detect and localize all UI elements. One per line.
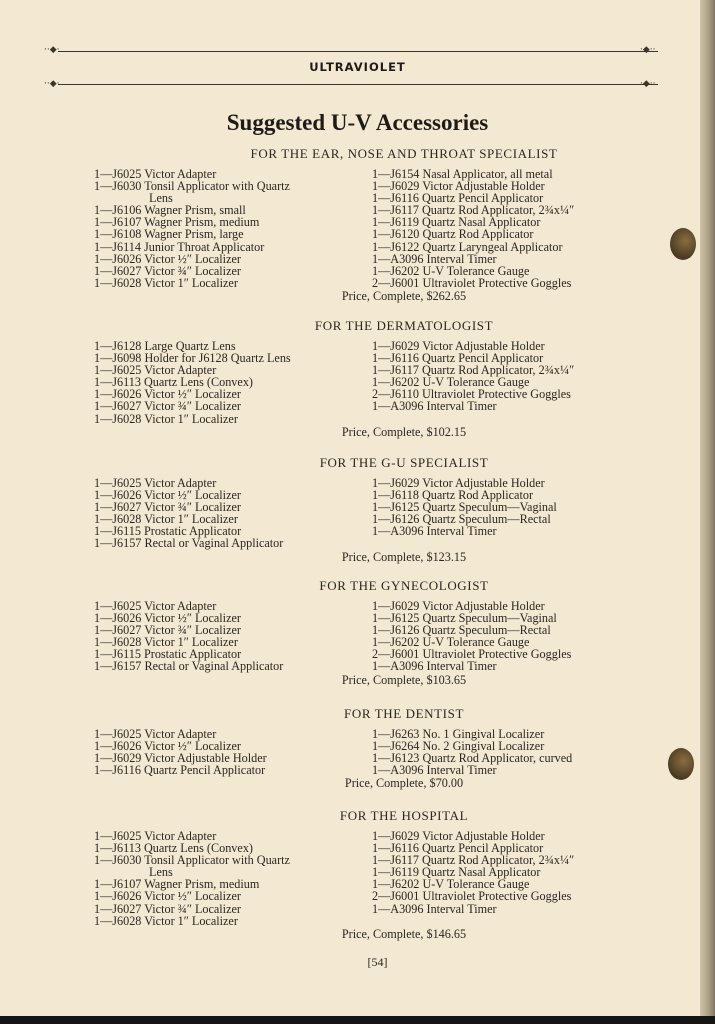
price-complete: Price, Complete, $70.00 [344,776,464,791]
item-column-right [372,830,634,927]
item-column-left [94,600,372,673]
price-complete: Price, Complete, $123.15 [341,549,467,564]
list-item: 1—J6026 Victor ½″ Localizer [94,611,241,626]
list-item: 1—J6025 Victor Adapter [94,727,217,741]
list-item: 1—J6029 Victor Adjustable Holder [372,179,545,194]
list-item: 1—J6202 U-V Tolerance Gauge [372,375,530,390]
section-heading: FOR THE DENTIST [344,706,464,721]
list-item: 1—J6117 Quartz Rod Applicator, 2¾x¼″ [372,203,575,218]
list-item: 1—J6126 Quartz Speculum—Rectal [372,512,551,527]
list-item: 1—J6115 Prostatic Applicator [94,647,242,662]
list-item: 1—A3096 Interval Timer [372,659,497,674]
header-rule-top [58,51,658,52]
list-item: 1—J6027 Victor ¾″ Localizer [94,901,241,916]
list-item: 1—J6113 Quartz Lens (Convex) [94,841,253,856]
item-column-left [94,168,372,289]
item-column-left [94,340,372,425]
list-item: 1—J6116 Quartz Pencil Applicator [94,763,266,778]
item-columns [94,477,634,550]
list-item: 1—J6106 Wagner Prism, small [94,203,246,218]
list-item: 1—A3096 Interval Timer [372,524,497,539]
section-ent-specialist [94,146,634,303]
section-heading: FOR THE EAR, NOSE AND THROAT SPECIALIST [250,146,558,161]
list-item: 1—J6263 No. 1 Gingival Localizer [372,727,545,741]
running-header: ULTRAVIOLET [309,60,406,74]
rule-ornament-left: ··◆· [44,45,60,55]
list-item: 1—A3096 Interval Timer [372,901,497,916]
rule-ornament-left: ··◆· [44,79,60,89]
page-number: [54] [367,955,388,969]
section-heading: FOR THE G-U SPECIALIST [319,455,489,470]
list-item: 1—J6125 Quartz Speculum—Vaginal [372,500,557,515]
binding-hole-bottom [668,748,694,780]
list-item: 1—J6029 Victor Adjustable Holder [372,339,545,353]
list-item: 1—J6116 Quartz Pencil Applicator [372,191,544,206]
list-item: 1—J6028 Victor 1″ Localizer [94,512,238,527]
list-item: 1—J6123 Quartz Rod Applicator, curved [372,751,573,766]
list-item: 1—J6026 Victor ½″ Localizer [94,739,241,754]
list-item: 1—J6154 Nasal Applicator, all metal [372,167,553,181]
list-item: 1—A3096 Interval Timer [372,763,497,778]
list-item: 1—J6107 Wagner Prism, medium [94,877,260,892]
list-item: 2—J6001 Ultraviolet Protective Goggles [372,275,572,290]
list-item: 1—J6028 Victor 1″ Localizer [94,913,238,928]
item-columns [94,340,634,425]
section-heading: FOR THE DERMATOLOGIST [314,318,494,333]
list-item: 1—J6027 Victor ¾″ Localizer [94,399,241,414]
rule-ornament-right: ·◆·· [640,45,656,55]
list-item: 1—J6122 Quartz Laryngeal Applicator [372,239,563,254]
price-complete: Price, Complete, $103.65 [341,672,467,687]
item-column-right [372,340,634,425]
list-item: 1—J6029 Victor Adjustable Holder [372,829,545,843]
section-heading: FOR THE HOSPITAL [339,808,469,823]
list-item: Lens [149,191,173,206]
list-item: 1—J6125 Quartz Speculum—Vaginal [372,611,557,626]
list-item: 1—J6026 Victor ½″ Localizer [94,889,241,904]
item-columns [94,600,634,673]
list-item: 1—J6029 Victor Adjustable Holder [372,476,545,490]
list-item: 1—J6113 Quartz Lens (Convex) [94,375,253,390]
list-item: 1—J6114 Junior Throat Applicator [94,239,265,254]
list-item: 1—J6028 Victor 1″ Localizer [94,411,238,426]
list-item: 1—J6118 Quartz Rod Applicator [372,488,534,503]
section-gu-specialist [94,455,634,564]
list-item: 2—J6110 Ultraviolet Protective Goggles [372,387,571,402]
list-item: 1—J6026 Victor ½″ Localizer [94,251,241,266]
price-complete: Price, Complete, $102.15 [341,424,467,439]
item-columns [94,830,634,927]
list-item: 1—J6030 Tonsil Applicator with Quartz [94,853,290,868]
list-item: 1—J6116 Quartz Pencil Applicator [372,841,544,856]
list-item: 1—J6157 Rectal or Vaginal Applicator [94,659,284,674]
item-column-right [372,600,634,673]
list-item: 2—J6001 Ultraviolet Protective Goggles [372,647,572,662]
list-item: 1—J6202 U-V Tolerance Gauge [372,635,530,650]
list-item: 1—J6126 Quartz Speculum—Rectal [372,623,551,638]
binding-hole-top [670,228,696,260]
list-item: 1—J6098 Holder for J6128 Quartz Lens [94,351,291,366]
list-item: 1—J6027 Victor ¾″ Localizer [94,500,241,515]
list-item: 1—J6027 Victor ¾″ Localizer [94,623,241,638]
list-item: 1—J6119 Quartz Nasal Applicator [372,865,541,880]
item-columns [94,168,634,289]
list-item: 1—J6025 Victor Adapter [94,829,217,843]
list-item: 1—J6117 Quartz Rod Applicator, 2¾x¼″ [372,363,575,378]
list-item: 1—J6025 Victor Adapter [94,599,217,613]
list-item: 1—J6116 Quartz Pencil Applicator [372,351,544,366]
list-item: 1—J6108 Wagner Prism, large [94,227,244,242]
item-column-right [372,728,634,776]
list-item: 1—J6264 No. 2 Gingival Localizer [372,739,545,754]
list-item: 1—J6120 Quartz Rod Applicator [372,227,534,242]
list-item: 1—J6025 Victor Adapter [94,476,217,490]
list-item: 1—A3096 Interval Timer [372,399,497,414]
list-item: 1—J6029 Victor Adjustable Holder [94,751,267,766]
list-item: 1—J6026 Victor ½″ Localizer [94,488,241,503]
list-item: 1—J6025 Victor Adapter [94,363,217,378]
section-heading: FOR THE GYNECOLOGIST [319,578,489,593]
list-item: 1—J6202 U-V Tolerance Gauge [372,877,530,892]
item-column-left [94,830,372,927]
list-item: 1—J6028 Victor 1″ Localizer [94,635,238,650]
item-column-left [94,728,372,776]
list-item: 1—J6202 U-V Tolerance Gauge [372,263,530,278]
scan-bottom-edge [0,1016,715,1024]
list-item: 1—J6027 Victor ¾″ Localizer [94,263,241,278]
page-binding-edge [700,0,715,1024]
price-complete: Price, Complete, $262.65 [341,288,467,303]
list-item: Lens [149,865,173,880]
page-title: Suggested U-V Accessories [226,110,489,135]
list-item: 1—J6029 Victor Adjustable Holder [372,599,545,613]
section-hospital [94,808,634,941]
list-item: 1—J6117 Quartz Rod Applicator, 2¾x¼″ [372,853,575,868]
header-rule-bottom [58,84,658,85]
list-item: 1—J6107 Wagner Prism, medium [94,215,260,230]
item-column-right [372,168,634,289]
list-item: 1—J6028 Victor 1″ Localizer [94,275,238,290]
rule-ornament-right: ·◆·· [640,79,656,89]
item-column-left [94,477,372,550]
list-item: 1—J6128 Large Quartz Lens [94,339,236,353]
item-columns [94,728,634,776]
list-item: 1—J6030 Tonsil Applicator with Quartz [94,179,290,194]
item-column-right [372,477,634,550]
section-gynecologist [94,578,634,687]
list-item: 1—J6157 Rectal or Vaginal Applicator [94,536,284,551]
list-item: 2—J6001 Ultraviolet Protective Goggles [372,889,572,904]
list-item: 1—J6026 Victor ½″ Localizer [94,387,241,402]
list-item: 1—J6115 Prostatic Applicator [94,524,242,539]
list-item: 1—J6119 Quartz Nasal Applicator [372,215,541,230]
list-item: 1—J6025 Victor Adapter [94,167,217,181]
section-dentist [94,706,634,790]
list-item: 1—A3096 Interval Timer [372,251,497,266]
price-complete: Price, Complete, $146.65 [341,926,467,941]
section-dermatologist [94,318,634,439]
